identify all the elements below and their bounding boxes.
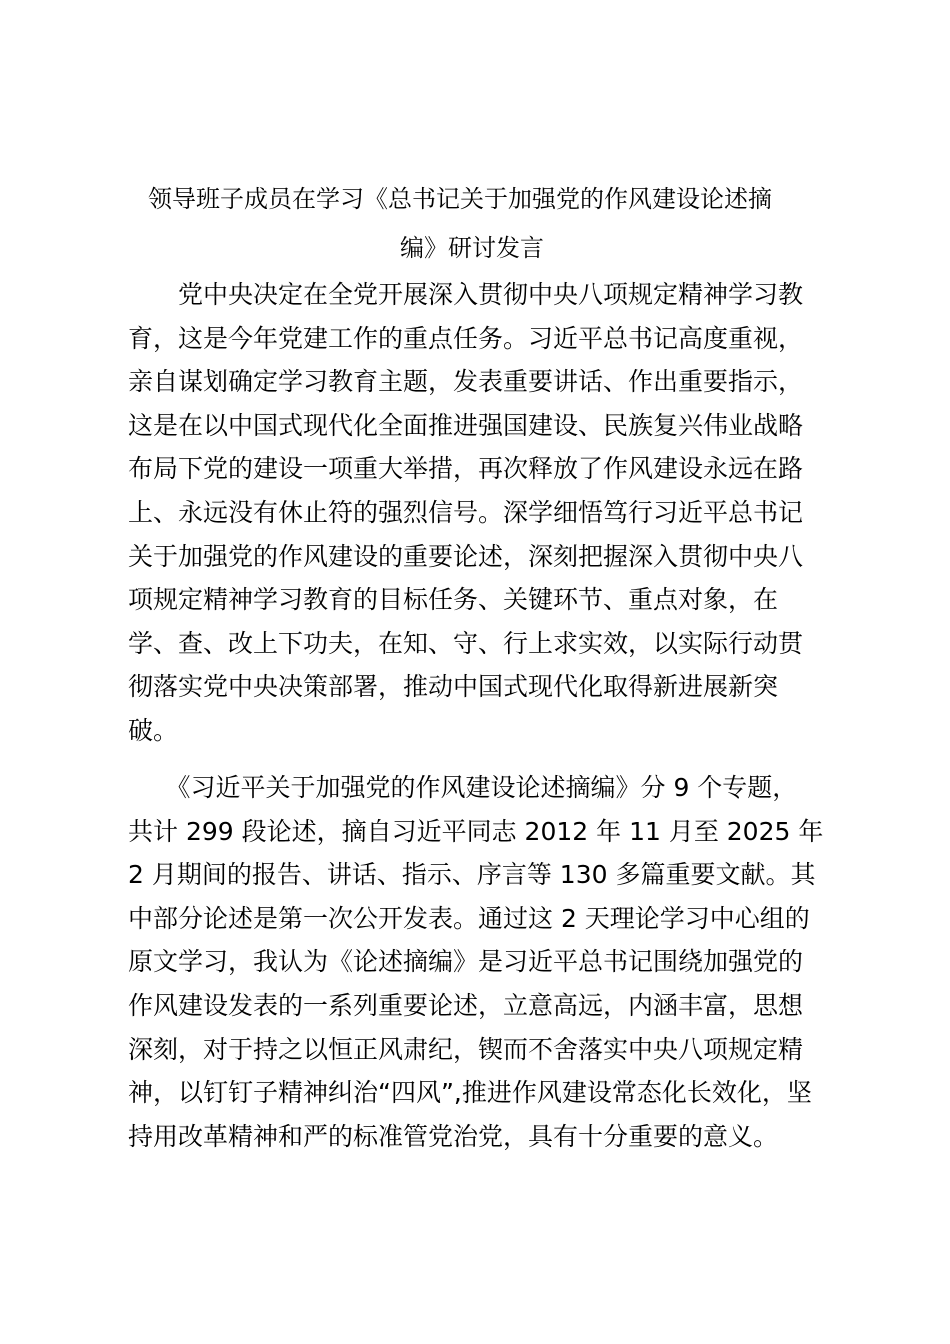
paragraph-line: 上、永远没有休止符的强烈信号。深学细悟笃行习近平总书记	[128, 497, 804, 527]
document-title-line-2: 编》研讨发言	[400, 234, 544, 262]
paragraph-line: 破。	[128, 715, 179, 745]
paragraph-line: 深刻，对于持之以恒正风肃纪，锲而不舍落实中央八项规定精	[128, 1034, 804, 1064]
paragraph-line: 这是在以中国式现代化全面推进强国建设、民族复兴伟业战略	[128, 410, 804, 440]
paragraph-line: 关于加强党的作风建设的重要论述，深刻把握深入贯彻中央八	[128, 541, 804, 571]
paragraph-line: 布局下党的建设一项重大举措，再次释放了作风建设永远在路	[128, 454, 804, 484]
paragraph-line: 持用改革精神和严的标准管党治党，具有十分重要的意义。	[128, 1121, 779, 1151]
paragraph-line: 神，以钉钉子精神纠治“四风”,推进作风建设常态化长效化，坚	[128, 1078, 812, 1108]
paragraph-line: 项规定精神学习教育的目标任务、关键环节、重点对象，在	[128, 585, 779, 615]
paragraph-2	[128, 766, 828, 1158]
paragraph-line: 学、查、改上下功夫，在知、守、行上求实效，以实际行动贯	[128, 628, 804, 658]
paragraph-line: 作风建设发表的一系列重要论述，立意高远，内涵丰富，思想	[128, 990, 804, 1020]
paragraph-line: 中部分论述是第一次公开发表。通过这 2 天理论学习中心组的	[128, 903, 810, 933]
paragraph-line: 2 月期间的报告、讲话、指示、序言等 130 多篇重要文献。其	[128, 860, 816, 890]
paragraph-line: 共计 299 段论述，摘自习近平同志 2012 年 11 月至 2025 年	[128, 816, 824, 846]
paragraph-line: 党中央决定在全党开展深入贯彻中央八项规定精神学习教	[128, 280, 804, 309]
paragraph-line: 《习近平关于加强党的作风建设论述摘编》分 9 个专题，	[128, 773, 798, 802]
paragraph-line: 亲自谋划确定学习教育主题，发表重要讲话、作出重要指示，	[128, 367, 804, 397]
paragraph-1	[128, 273, 828, 753]
document-title-line-1: 领导班子成员在学习《总书记关于加强党的作风建设论述摘	[148, 185, 772, 213]
paragraph-line: 育，这是今年党建工作的重点任务。习近平总书记高度重视，	[128, 323, 804, 353]
paragraph-line: 彻落实党中央决策部署，推动中国式现代化取得新进展新突	[128, 672, 779, 702]
paragraph-line: 原文学习，我认为《论述摘编》是习近平总书记围绕加强党的	[128, 947, 804, 977]
